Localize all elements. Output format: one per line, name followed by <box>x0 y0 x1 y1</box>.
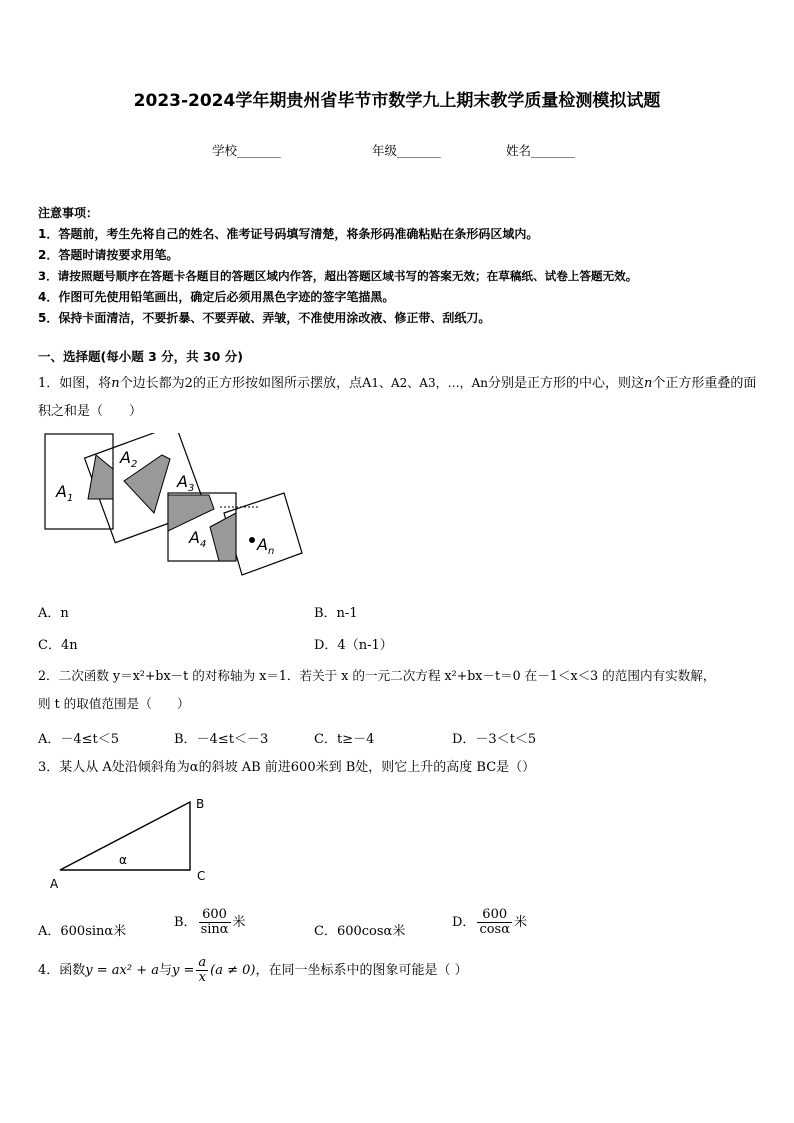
label-a1: $A_1$ <box>56 482 74 504</box>
q3-option-b[interactable]: B． $\frac{600}{\sin\alpha}$ 米 <box>174 907 246 937</box>
question-3-text: 3．某人从 A处沿倾斜角为α的斜坡 AB 前进600米到 B处，则它上升的高度 BC是（） <box>38 760 536 775</box>
label-point-c: C <box>197 869 206 883</box>
question-4-text: 4．函数y = ax² + a与y = $\frac{a}{x}$ (a ≠ 0)，在同一坐标系中的图象可能是（ ） <box>38 955 468 985</box>
overlap-1 <box>88 455 113 499</box>
section-heading-choice: 一、选择题(每小题 3 分，共 30 分) <box>38 349 243 364</box>
q3-option-a[interactable]: A．600sinα米 <box>38 924 127 939</box>
label-a3: $A_3$ <box>177 472 195 494</box>
name-field[interactable]: 姓名_______ <box>506 143 575 158</box>
question-1-text: 1．如图，将n个边长都为2的正方形按如图所示摆放，点A1、A2、A3，…，An分别是正方形的中心，则这n个正方形重叠的面积之和是（ ） <box>38 376 757 419</box>
center-point-an <box>249 537 255 543</box>
label-point-b: B <box>196 797 205 811</box>
label-point-a: A <box>50 877 59 891</box>
page-title: 2023-2024学年期贵州省毕节市数学九上期末教学质量检测模拟试题 <box>133 91 661 111</box>
label-alpha: α <box>119 853 127 867</box>
q3-option-c[interactable]: C．600cosα米 <box>314 924 406 939</box>
note-item: 4．作图可先使用铅笔画出，确定后必须用黑色字迹的签字笔描黑。 <box>38 290 395 304</box>
question-3-slope-figure <box>44 794 224 894</box>
q1-option-c[interactable]: C．4n <box>38 638 78 653</box>
label-a2: $A_2$ <box>120 448 138 470</box>
q2-option-d[interactable]: D．－3＜t＜5 <box>452 732 537 747</box>
note-item: 1．答题前，考生先将自己的姓名、准考证号码填写清楚，将条形码准确粘贴在条形码区域内。 <box>38 227 539 241</box>
school-field[interactable]: 学校_______ <box>212 143 281 158</box>
label-a4: $A_4$ <box>189 528 207 550</box>
q3-option-d[interactable]: D． $\frac{600}{\cos\alpha}$ 米 <box>452 907 528 937</box>
q1-option-b[interactable]: B．n-1 <box>314 606 358 621</box>
q2-option-b[interactable]: B．－4≤t＜－3 <box>174 732 269 747</box>
note-item: 5．保持卡面清洁，不要折暴、不要弄破、弄皱，不准使用涂改液、修正带、刮纸刀。 <box>38 311 491 325</box>
label-an: $A_n$ <box>257 535 275 557</box>
notes-block <box>38 203 768 329</box>
q2-option-c[interactable]: C．t≥－4 <box>314 732 375 747</box>
q2-option-a[interactable]: A．－4≤t＜5 <box>38 732 120 747</box>
note-item: 3．请按照题号顺序在答题卡各题目的答题区域内作答，超出答题区域书写的答案无效；在草稿纸、试卷上答题无效。 <box>38 269 638 283</box>
question-2-text: 2．二次函数 y＝x²+bx－t 的对称轴为 x＝1．若关于 x 的一元二次方程 x²+bx－t＝0 在－1＜x＜3 的范围内有实数解， 则 t 的取值范围是（ ） <box>38 668 716 711</box>
note-item: 2．答题时请按要求用笔。 <box>38 248 179 262</box>
q1-option-d[interactable]: D．4（n-1） <box>314 638 393 653</box>
overlap-3 <box>168 495 214 531</box>
grade-field[interactable]: 年级_______ <box>372 143 441 158</box>
overlap-4 <box>210 513 236 561</box>
question-1-squares-figure <box>44 433 306 591</box>
q1-option-a[interactable]: A．n <box>38 606 69 621</box>
notes-heading: 注意事项： <box>38 206 99 220</box>
